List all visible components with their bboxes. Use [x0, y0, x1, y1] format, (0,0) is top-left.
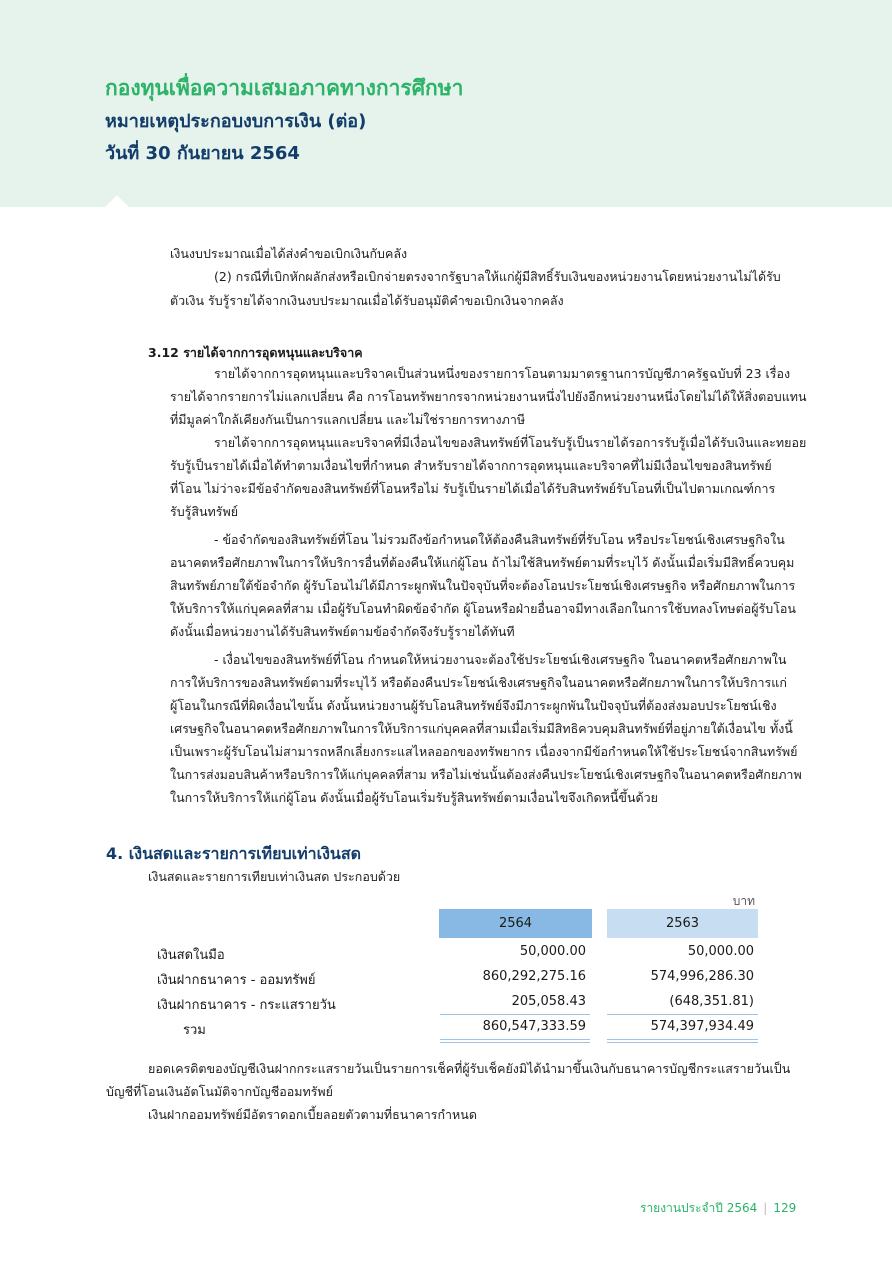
row-value-2564: 860,292,275.16 — [482, 969, 586, 984]
page-date: วันที่ 30 กันยายน 2564 — [105, 143, 300, 164]
subtotal-rule — [607, 1014, 758, 1015]
total-double-rule — [440, 1039, 590, 1040]
row-value-2564: 50,000.00 — [519, 944, 586, 959]
row-value-2564: 205,058.43 — [511, 994, 586, 1009]
paragraph-line: อนาคตหรือศักยภาพในการให้บริการอื่นที่ต้องคืนให้แก่ผู้โอน ถ้าไม่ใช้สินทรัพย์ตามที่ระบุไว้ ดังนั้นเมื่อเริ่มมีสิทธิ์ควบคุม — [170, 555, 795, 570]
total-double-rule — [607, 1039, 758, 1040]
paragraph-line: ที่โอน ไม่ว่าจะมีข้อจำกัดของสินทรัพย์ที่โอนหรือไม่ รับรู้เป็นรายได้เมื่อได้รับสินทรัพย์รับโอนที่เป็นไปตามเกณฑ์การ — [170, 481, 776, 496]
paragraph-line: รับรู้สินทรัพย์ — [170, 504, 239, 519]
intro-line: (2) กรณีที่เบิกหักผลักส่งหรือเบิกจ่ายตรงจากรัฐบาลให้แก่ผู้มีสิทธิ์รับเงินของหน่วยงานโดยหน่วยงานไม่ได้รับ — [214, 269, 781, 284]
paragraph-line: ในการให้บริการให้แก่ผู้โอน ดังนั้นเมื่อผู้รับโอนเริ่มรับรู้สินทรัพย์ตามเงื่อนไขจึงเกิดหนี้ขึ้นด้วย — [170, 790, 658, 805]
note-line: บัญชีที่โอนเงินอัตโนมัติจากบัญชีออมทรัพย์ — [106, 1084, 333, 1099]
total-double-rule — [440, 1042, 590, 1043]
paragraph-line: - ข้อจำกัดของสินทรัพย์ที่โอน ไม่รวมถึงข้อกำหนดให้ต้องคืนสินทรัพย์ที่รับโอน หรือประโยชน์เชิงเศรษฐกิจใน — [214, 532, 785, 547]
paragraph-line: - เงื่อนไขของสินทรัพย์ที่โอน กำหนดให้หน่วยงานจะต้องใช้ประโยชน์เชิงเศรษฐกิจ ในอนาคตหรือศักยภาพใน — [214, 652, 787, 667]
paragraph-line: สินทรัพย์ภายใต้ข้อจำกัด ผู้รับโอนไม่ได้มีภาระผูกพันในปัจจุบันที่จะต้องโอนประโยชน์เชิงเศรษฐกิจ หรือศักยภาพในการ — [170, 578, 796, 593]
note-line: ยอดเครดิตของบัญชีเงินฝากกระแสรายวันเป็นรายการเช็คที่ผู้รับเช็คยังมิได้นำมาขึ้นเงินกับธนาคารบัญชีกระแสรายวันเป็น — [148, 1061, 791, 1076]
row-label: เงินสดในมือ — [157, 948, 225, 963]
row-value-2563: (648,351.81) — [669, 994, 754, 1009]
page-subtitle: หมายเหตุประกอบงบการเงิน (ต่อ) — [105, 111, 367, 132]
unit-label: บาท — [732, 894, 755, 908]
paragraph-line: ในการส่งมอบสินค้าหรือบริการให้แก่บุคคลที่สาม หรือไม่เช่นนั้นต้องส่งคืนประโยชน์เชิงเศรษฐกิจในอนาคตหรือศักยภาพ — [170, 767, 802, 782]
section-3-12-heading: 3.12 รายได้จากการอุดหนุนและบริจาค — [148, 345, 363, 360]
paragraph-line: รายได้จากการอุดหนุนและบริจาคที่มีเงื่อนไขของสินทรัพย์ที่โอนรับรู้เป็นรายได้รอการรับรู้เมื่อได้รับเงินและทยอย — [214, 435, 807, 450]
paragraph-line: เศรษฐกิจในอนาคตหรือศักยภาพในการให้บริการแก่บุคคลที่สามเมื่อเริ่มมีสิทธิควบคุมสินทรัพย์ที่อยู่ภายใต้เงื่อนไข ทั้งนี้ — [170, 721, 793, 736]
paragraph-line: รับรู้เป็นรายได้เมื่อได้ทำตามเงื่อนไขที่กำหนด สำหรับรายได้จากการอุดหนุนและบริจาคที่ไม่มีเงื่อนไขของสินทรัพย์ — [170, 458, 772, 473]
paragraph-line: รายได้จากการอุดหนุนและบริจาคเป็นส่วนหนึ่งของรายการโอนตามมาตรฐานการบัญชีภาครัฐฉบับที่ 23 เรื่อง — [214, 366, 791, 381]
paragraph-line: ให้บริการให้แก่บุคคลที่สาม เมื่อผู้รับโอนทำผิดข้อจำกัด ผู้โอนหรือฝ่ายอื่นอาจมีทางเลือกในการใช้บทลงโทษต่อผู้รับโอน — [170, 601, 796, 616]
section-4-intro: เงินสดและรายการเทียบเท่าเงินสด ประกอบด้วย — [148, 869, 401, 884]
paragraph-line: ที่มีมูลค่าใกล้เคียงกันเป็นการแลกเปลี่ยน และไม่ใช่รายการทางภาษี — [170, 412, 526, 427]
row-label: เงินฝากธนาคาร - ออมทรัพย์ — [157, 973, 316, 988]
row-value-2563: 50,000.00 — [687, 944, 754, 959]
paragraph-line: เป็นเพราะผู้รับโอนไม่สามารถหลีกเลี่ยงกระแสไหลออกของทรัพยากร เนื่องจากมีข้อกำหนดให้ใช้ประโยชน์จากสินทรัพย์ — [170, 744, 798, 759]
total-double-rule — [607, 1042, 758, 1043]
footer-report-title: รายงานประจำปี 2564 — [640, 1201, 758, 1215]
paragraph-line: ดังนั้นเมื่อหน่วยงานได้รับสินทรัพย์ตามข้อจำกัดจึงรับรู้รายได้ทันที — [170, 624, 515, 639]
intro-line: เงินงบประมาณเมื่อได้ส่งคำขอเบิกเงินกับคลัง — [170, 246, 408, 261]
total-value-2564: 860,547,333.59 — [482, 1019, 586, 1034]
page-number: 129 — [773, 1201, 797, 1215]
total-value-2563: 574,397,934.49 — [650, 1019, 754, 1034]
paragraph-line: รายได้จากรายการไม่แลกเปลี่ยน คือ การโอนทรัพยากรจากหน่วยงานหนึ่งไปยังอีกหน่วยงานหนึ่งโดยไม่ได้ให้สิ่งตอบแทน — [170, 389, 807, 404]
paragraph-line: ผู้โอนในกรณีที่ผิดเงื่อนไขนั้น ดังนั้นหน่วยงานผู้รับโอนสินทรัพย์จึงมีภาระผูกพันในปัจจุบันที่ต้องส่งมอบประโยชน์เชิง — [170, 698, 777, 713]
column-header-2564: 2564 — [439, 909, 592, 938]
column-header-2563: 2563 — [607, 909, 758, 938]
total-label: รวม — [183, 1023, 206, 1038]
page-title: กองทุนเพื่อความเสมอภาคทางการศึกษา — [105, 76, 464, 100]
row-value-2563: 574,996,286.30 — [650, 969, 754, 984]
paragraph-line: การให้บริการของสินทรัพย์ตามที่ระบุไว้ หรือต้องคืนประโยชน์เชิงเศรษฐกิจในอนาคตหรือศักยภาพในการให้บริการแก่ — [170, 675, 787, 690]
section-4-heading: 4. เงินสดและรายการเทียบเท่าเงินสด — [106, 844, 362, 863]
row-label: เงินฝากธนาคาร - กระแสรายวัน — [157, 998, 336, 1013]
note-line: เงินฝากออมทรัพย์มีอัตราดอกเบี้ยลอยตัวตามที่ธนาคารกำหนด — [148, 1107, 477, 1122]
intro-line: ตัวเงิน รับรู้รายได้จากเงินงบประมาณเมื่อได้รับอนุมัติคำขอเบิกเงินจากคลัง — [170, 293, 564, 308]
footer-separator: | — [763, 1201, 768, 1215]
subtotal-rule — [440, 1014, 590, 1015]
page-footer — [640, 1199, 796, 1218]
